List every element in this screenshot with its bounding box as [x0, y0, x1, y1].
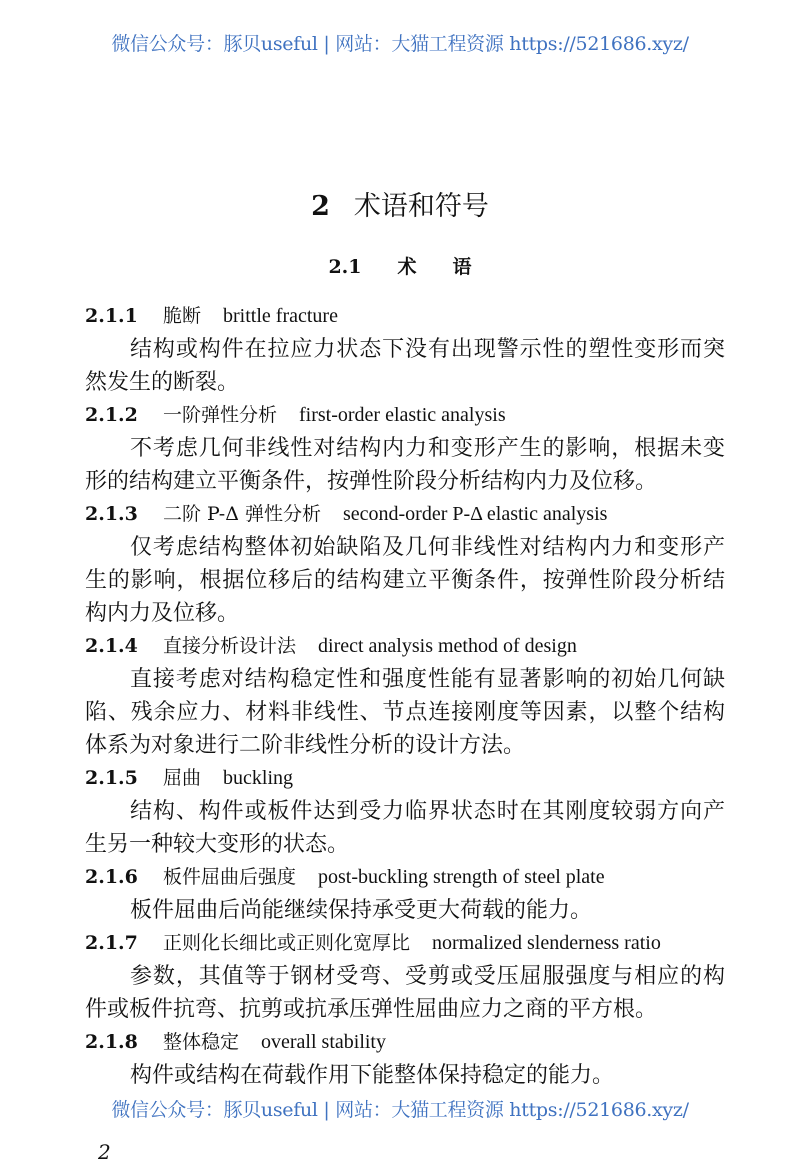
term-number: 2.1.2	[85, 404, 138, 426]
section-number: 2.1	[328, 256, 362, 278]
term-heading	[85, 498, 725, 531]
term-entry	[85, 498, 725, 630]
term-heading	[85, 762, 725, 795]
term-english: buckling	[223, 767, 294, 789]
term-definition-line: 仅考虑结构整体初始缺陷及几何非线性对结构内力和变形产	[130, 535, 725, 560]
term-number: 2.1.6	[85, 866, 138, 888]
term-definition-line: 生的影响，根据位移后的结构建立平衡条件，按弹性阶段分析结	[85, 568, 725, 593]
term-heading	[85, 300, 725, 333]
term-chinese: 脆断	[163, 305, 202, 327]
term-definition-line: 不考虑几何非线性对结构内力和变形产生的影响，根据未变	[130, 436, 725, 461]
chapter-title	[0, 184, 800, 223]
term-number: 2.1.8	[85, 1031, 138, 1053]
term-definition-line: 体系为对象进行二阶非线性分析的设计方法。	[85, 733, 526, 758]
term-heading	[85, 861, 725, 894]
section-title-b: 语	[452, 256, 472, 278]
term-heading	[85, 630, 725, 663]
term-entry	[85, 1026, 725, 1092]
term-english: brittle fracture	[223, 305, 338, 327]
term-number: 2.1.7	[85, 932, 138, 954]
term-entry	[85, 762, 725, 861]
term-chinese: 直接分析设计法	[163, 635, 297, 657]
term-english: second-order P-Δ elastic analysis	[342, 503, 608, 525]
term-chinese: 正则化长细比或正则化宽厚比	[163, 932, 411, 954]
term-definition-line: 参数，其值等于钢材受弯、受剪或受压屈服强度与相应的构	[130, 964, 725, 989]
term-definition-line: 构件或结构在荷载作用下能整体保持稳定的能力。	[130, 1063, 615, 1088]
term-number: 2.1.1	[85, 305, 138, 327]
term-heading	[85, 399, 725, 432]
watermark-footer: 微信公众号：豚贝useful | 网站：大猫工程资源 https://521686.xyz/	[111, 1099, 689, 1121]
term-definition-line: 结构、构件或板件达到受力临界状态时在其刚度较弱方向产	[130, 799, 725, 824]
term-heading	[85, 1026, 725, 1059]
term-definition-line: 直接考虑对结构稳定性和强度性能有显著影响的初始几何缺	[130, 667, 725, 692]
watermark-header: 微信公众号：豚贝useful | 网站：大猫工程资源 https://521686.xyz/	[111, 33, 689, 55]
term-definition-line: 生另一种较大变形的状态。	[85, 832, 350, 857]
term-chinese: 二阶 P-Δ 弹性分析	[163, 503, 321, 525]
term-chinese: 整体稳定	[163, 1031, 240, 1053]
term-definition-line: 件或板件抗弯、抗剪或抗承压弹性屈曲应力之商的平方根。	[85, 997, 658, 1022]
chapter-title-text: 术语和符号	[353, 191, 489, 222]
terms-list	[85, 300, 725, 1092]
term-english: direct analysis method of design	[318, 635, 577, 657]
term-chinese: 板件屈曲后强度	[163, 866, 297, 888]
term-entry	[85, 927, 725, 1026]
chapter-number: 2	[311, 191, 330, 222]
term-definition-line: 然发生的断裂。	[85, 370, 240, 395]
term-entry	[85, 630, 725, 762]
term-heading	[85, 927, 725, 960]
term-english: normalized slenderness ratio	[432, 932, 661, 954]
term-definition-line: 板件屈曲后尚能继续保持承受更大荷载的能力。	[130, 898, 593, 923]
term-english: overall stability	[261, 1031, 386, 1053]
term-number: 2.1.5	[85, 767, 138, 789]
term-number: 2.1.3	[85, 503, 138, 525]
page-number: 2	[98, 1140, 111, 1164]
term-definition-line: 结构或构件在拉应力状态下没有出现警示性的塑性变形而突	[130, 337, 725, 362]
term-entry	[85, 861, 725, 927]
term-chinese: 一阶弹性分析	[163, 404, 278, 426]
section-title-a: 术	[397, 256, 417, 278]
term-entry	[85, 300, 725, 399]
term-english: post-buckling strength of steel plate	[318, 866, 605, 888]
term-number: 2.1.4	[85, 635, 138, 657]
term-chinese: 屈曲	[163, 767, 202, 789]
term-definition-line: 陷、残余应力、材料非线性、节点连接刚度等因素，以整个结构	[85, 700, 725, 725]
section-title	[0, 252, 800, 279]
term-entry	[85, 399, 725, 498]
term-english: first-order elastic analysis	[299, 404, 506, 426]
term-definition-line: 形的结构建立平衡条件，按弹性阶段分析结构内力及位移。	[85, 469, 658, 494]
term-definition-line: 构内力及位移。	[85, 601, 240, 626]
